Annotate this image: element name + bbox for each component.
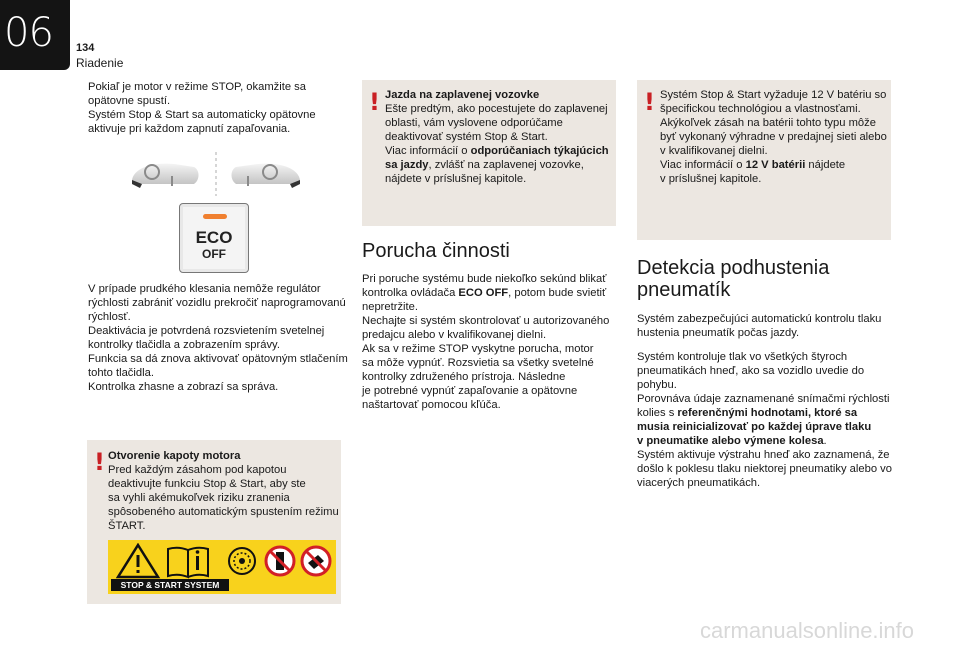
- warning-lamp: [203, 214, 227, 219]
- warning-exclamation-icon: !: [644, 88, 655, 116]
- sticker-pictograms: [112, 543, 334, 579]
- heading-malfunction: Porucha činnosti: [362, 240, 510, 262]
- chapter-number: 06: [4, 10, 53, 56]
- warning-box-battery: [637, 80, 891, 240]
- watermark: carmanualsonline.info: [700, 618, 915, 643]
- warning-exclamation-icon: !: [94, 448, 105, 476]
- sticker-label: STOP & START SYSTEM: [111, 579, 229, 591]
- warning-box-flooded-road: [362, 80, 616, 226]
- eco-label: ECO: [195, 228, 233, 247]
- page-number: 134: [76, 42, 95, 54]
- eco-off-button[interactable]: [179, 203, 249, 273]
- malfunction-paragraph: Pri poruche systému bude niekoľko sekúnd blikať kontrolka ovládača ECO OFF, potom bude svietiť nepretržite. Nechajte si systém skontrolovať u autorizovaného predajcu alebo v kvalifikovanej dielni. Ak sa v režime STOP vyskytne porucha, motor sa môže vypnúť. Rozsvietia sa všetky svetelné kontrolky združeného prístroja. Následne je potrebné vypnúť zapaľovanie a opätovne naštartovať pomocou kľúča.: [362, 273, 610, 411]
- warning-text: Otvorenie kapoty motora Pred každým zásahom pod kapotou deaktivujte funkciu Stop & Start, aby ste sa vyhli akémukoľvek riziku zranenia spôsobeného automatickým spustením režimu ŠTART.: [108, 450, 339, 532]
- car-illustration: [130, 150, 302, 198]
- underinflation-intro: Systém zabezpečujúci automatickú kontrolu tlaku hustenia pneumatík počas jazdy.: [637, 313, 882, 339]
- warning-text: Systém Stop & Start vyžaduje 12 V batériu so špecifickou technológiou a vlastnosťami. Akýkoľvek zásah na batérii tohto typu môže byť vykonaný výhradne v predajnej sieti alebo v kvalifikovanej dielni. Viac informácií o 12 V batérii nájdete v príslušnej kapitole.: [660, 89, 887, 185]
- body-paragraph: V prípade prudkého klesania nemôže regulátor rýchlosti zabrániť vozidlu prekročiť naprogramovanú rýchlosť. Deaktivácia je potvrdená rozsvietením svetelnej kontrolky tlačidla a zobrazením správy. Funkcia sa dá znova aktivovať opätovným stlačením tohto tlačidla. Kontrolka zhasne a zobrazí sa správa.: [88, 283, 348, 393]
- off-label: OFF: [202, 247, 226, 261]
- heading-underinflation: Detekcia podhustenia pneumatík: [637, 257, 830, 301]
- warning-exclamation-icon: !: [369, 88, 380, 116]
- stop-start-sticker: [108, 540, 336, 594]
- section-title: Riadenie: [76, 56, 124, 70]
- intro-paragraph: Pokiaľ je motor v režime STOP, okamžite sa opätovne spustí. Systém Stop & Start sa automaticky opätovne aktivuje pri každom zapnutí zapaľovania.: [88, 81, 316, 135]
- warning-text: Jazda na zaplavenej vozovke Ešte predtým, ako pocestujete do zaplavenej oblasti, vám vyslovene odporúčame deaktivovať systém Stop & Start. Viac informácií o odporúčaniach týkajúcich sa jazdy, zvlášť na zaplavenej vozovke, nájdete v príslušnej kapitole.: [385, 89, 609, 185]
- chapter-tab: [0, 0, 70, 70]
- underinflation-paragraph: Systém kontroluje tlak vo všetkých štyroch pneumatikách hneď, ako sa vozidlo uvedie do pohybu. Porovnáva údaje zaznamenané snímačmi rýchlosti kolies s referenčnými hodnotami, ktoré sa musia reinicializovať po každej úprave tlaku v pneumatike alebo výmene kolesa. Systém aktivuje výstrahu hneď ako zaznamená, že došlo k poklesu tlaku niektorej pneumatiky alebo vo viacerých pneumatikách.: [637, 351, 892, 489]
